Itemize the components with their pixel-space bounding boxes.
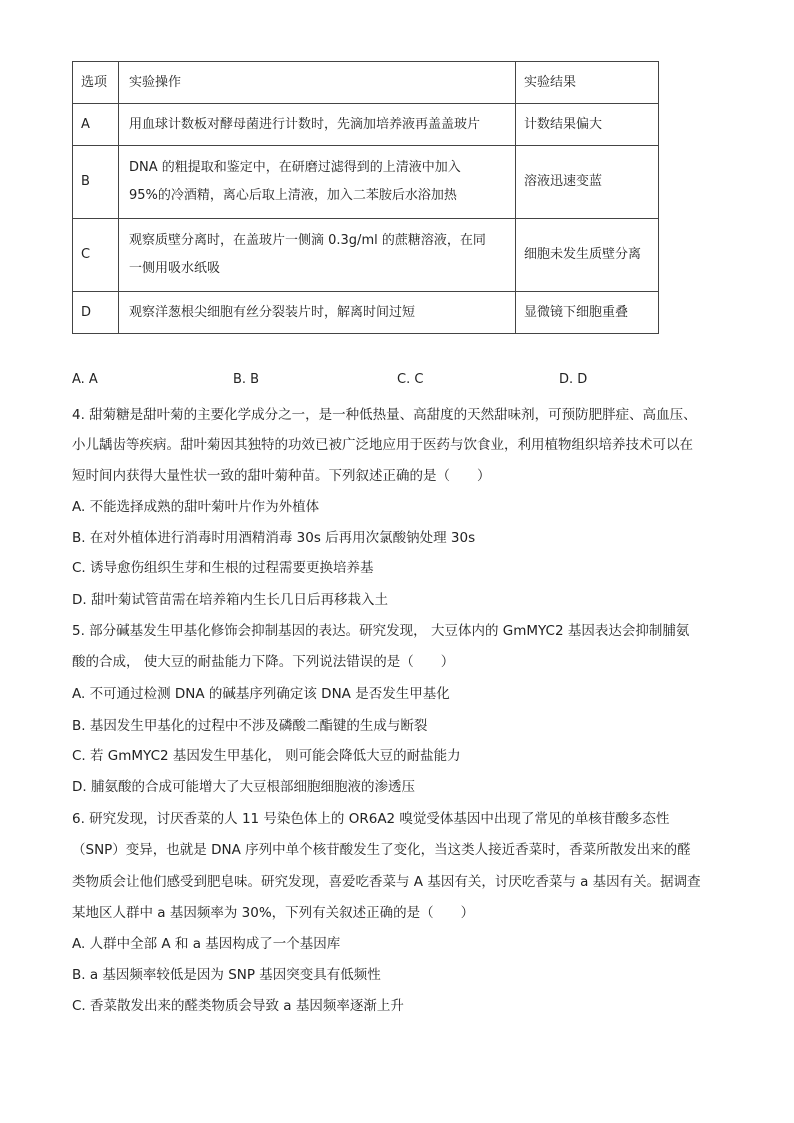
q6-option-c[interactable]: C. 香菜散发出来的醛类物质会导致 a 基因频率逐渐上升 — [72, 998, 404, 1014]
q3-option-d[interactable]: D. D — [559, 372, 588, 387]
row-operation — [119, 104, 516, 146]
row-option: D — [73, 292, 119, 334]
operation-line: DNA 的粗提取和鉴定中，在研磨过滤得到的上清液中加入 — [129, 160, 461, 175]
q6-option-a[interactable]: A. 人群中全部 A 和 a 基因构成了一个基因库 — [72, 936, 341, 952]
q6-stem-line: 类物质会让他们感受到肥皂味。研究发现，喜爱吃香菜与 A 基因有关，讨厌吃香菜与 a 基因有关。据调查 — [72, 874, 701, 890]
q5-option-a[interactable]: A. 不可通过检测 DNA 的碱基序列确定该 DNA 是否发生甲基化 — [72, 686, 450, 702]
q5-option-d[interactable]: D. 脯氨酸的合成可能增大了大豆根部细胞细胞液的渗透压 — [72, 779, 415, 795]
q6-stem-line: 6. 研究发现，讨厌香菜的人 11 号染色体上的 OR6A2 嗅觉受体基因中出现了常见的单核苷酸多态性 — [72, 811, 670, 827]
row-operation — [119, 219, 516, 292]
q6-stem-line: （SNP）变异，也就是 DNA 序列中单个核苷酸发生了变化，当这类人接近香菜时，香菜所散发出来的醛 — [72, 842, 691, 858]
operation-line: 一侧用吸水纸吸 — [129, 261, 221, 276]
q5-stem-line: 5. 部分碱基发生甲基化修饰会抑制基因的表达。研究发现， 大豆体内的 GmMYC2 基因表达会抑制脯氨 — [72, 623, 690, 639]
q3-option-b[interactable]: B. B — [233, 372, 260, 387]
row-operation — [119, 292, 516, 334]
row-result: 细胞未发生质壁分离 — [516, 219, 659, 292]
header-option: 选项 — [73, 62, 119, 104]
table-header-row — [73, 62, 659, 104]
row-result: 显微镜下细胞重叠 — [516, 292, 659, 334]
q4-option-a[interactable]: A. 不能选择成熟的甜叶菊叶片作为外植体 — [72, 499, 320, 515]
q5-stem-line: 酸的合成， 使大豆的耐盐能力下降。下列说法错误的是（ ） — [72, 654, 455, 670]
q5-option-c[interactable]: C. 若 GmMYC2 基因发生甲基化， 则可能会降低大豆的耐盐能力 — [72, 748, 461, 764]
q5-option-b[interactable]: B. 基因发生甲基化的过程中不涉及磷酸二酯键的生成与断裂 — [72, 718, 428, 734]
experiment-table — [72, 61, 659, 334]
row-operation — [119, 146, 516, 219]
row-option: C — [73, 219, 119, 292]
q4-stem-line: 小儿龋齿等疾病。甜叶菊因其独特的功效已被广泛地应用于医药与饮食业，利用植物组织培养技术可以在 — [72, 437, 693, 453]
q3-option-a[interactable]: A. A — [72, 372, 98, 387]
header-operation: 实验操作 — [119, 62, 516, 104]
operation-line: 95%的冷酒精，离心后取上清液，加入二苯胺后水浴加热 — [129, 188, 457, 203]
row-result: 溶液迅速变蓝 — [516, 146, 659, 219]
q3-option-c[interactable]: C. C — [397, 372, 424, 387]
table-row — [73, 146, 659, 219]
operation-line: 观察质壁分离时，在盖玻片一侧滴 0.3g/ml 的蔗糖溶液，在同 — [129, 233, 486, 248]
q6-stem-line: 某地区人群中 a 基因频率为 30%，下列有关叙述正确的是（ ） — [72, 905, 475, 921]
q4-stem-line: 短时间内获得大量性状一致的甜叶菊种苗。下列叙述正确的是（ ） — [72, 468, 491, 484]
q3-options — [72, 372, 732, 392]
operation-line: 用血球计数板对酵母菌进行计数时，先滴加培养液再盖盖玻片 — [129, 116, 481, 132]
q4-option-d[interactable]: D. 甜叶菊试管苗需在培养箱内生长几日后再移栽入土 — [72, 592, 388, 608]
operation-line: 观察洋葱根尖细胞有丝分裂装片时，解离时间过短 — [129, 304, 416, 320]
table-row — [73, 292, 659, 334]
table-row — [73, 104, 659, 146]
table-row — [73, 219, 659, 292]
row-option: A — [73, 104, 119, 146]
q4-option-c[interactable]: C. 诱导愈伤组织生芽和生根的过程需要更换培养基 — [72, 560, 374, 576]
row-result: 计数结果偏大 — [516, 104, 659, 146]
q6-option-b[interactable]: B. a 基因频率较低是因为 SNP 基因突变具有低频性 — [72, 967, 381, 983]
q4-option-b[interactable]: B. 在对外植体进行消毒时用酒精消毒 30s 后再用次氯酸钠处理 30s — [72, 530, 476, 546]
header-result: 实验结果 — [516, 62, 659, 104]
q4-stem-line: 4. 甜菊糖是甜叶菊的主要化学成分之一，是一种低热量、高甜度的天然甜味剂，可预防肥胖症、高血压、 — [72, 407, 697, 423]
row-option: B — [73, 146, 119, 219]
